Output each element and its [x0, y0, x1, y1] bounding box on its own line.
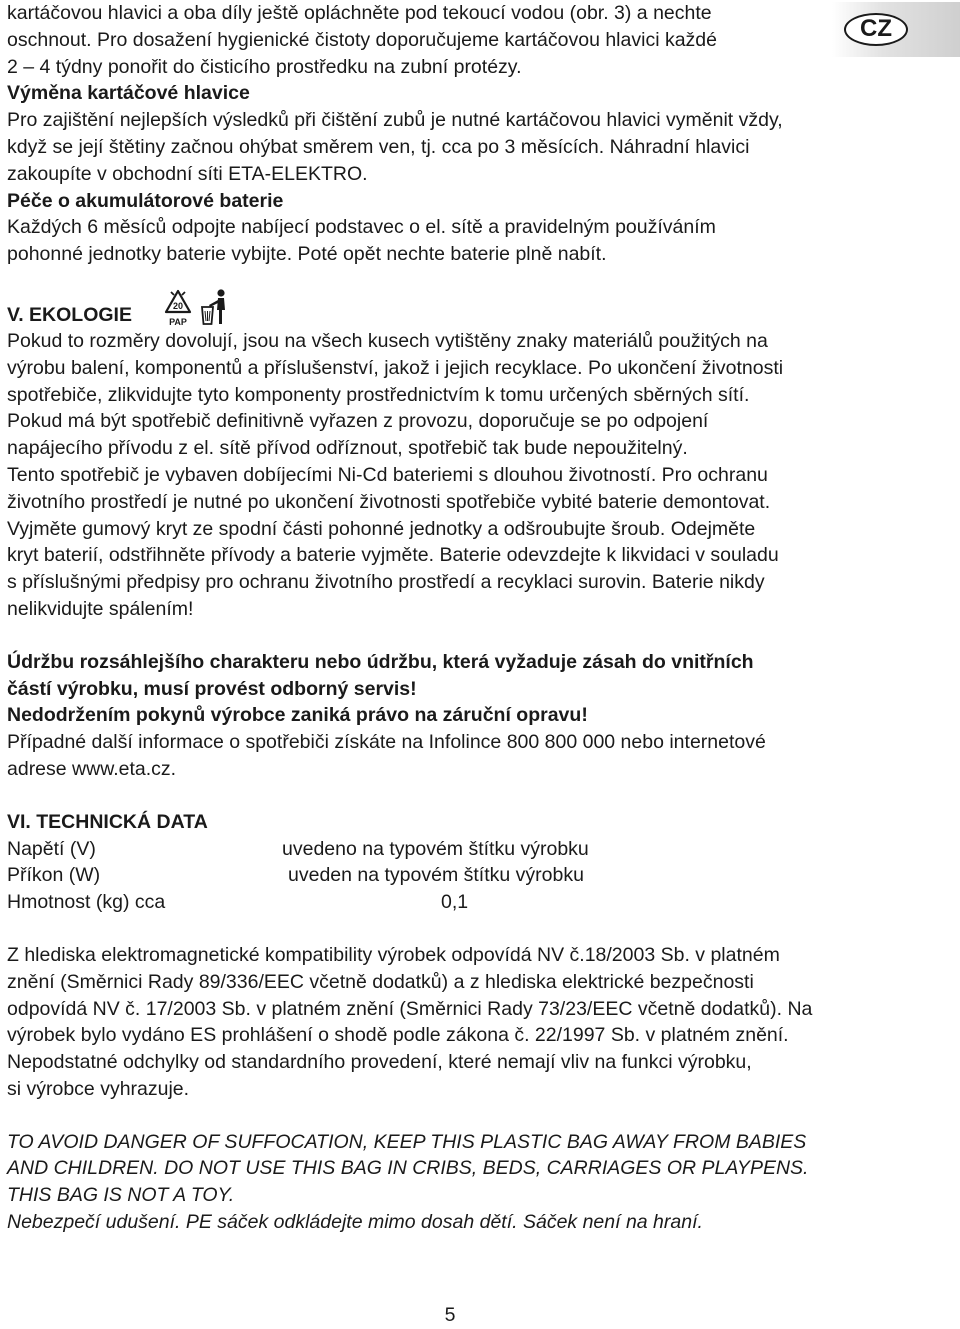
text-line: si výrobce vyhrazuje.: [7, 1077, 190, 1100]
spec-label: Příkon (W): [7, 864, 101, 887]
battery-care-section: [7, 188, 947, 268]
text-line: oschnout. Pro dosažení hygienické čistoty doporučujeme kartáčovou hlavici každé: [7, 28, 717, 51]
warning-line: TO AVOID DANGER OF SUFFOCATION, KEEP THIS PLASTIC BAG AWAY FROM BABIES: [7, 1130, 807, 1153]
language-badge-label: CZ: [844, 13, 908, 46]
ecology-heading-row: [7, 284, 947, 328]
spec-value: uveden na typovém štítku výrobku: [288, 864, 584, 887]
text-line: Pokud má být spotřebič definitivně vyřazen z provozu, doporučuje se po odpojení: [7, 410, 709, 433]
text-line: pohonné jednotky baterie vybijte. Poté opět nechte baterie plně nabít.: [7, 243, 607, 266]
section-heading: Výměna kartáčové hlavice: [7, 82, 250, 105]
section-heading: V. EKOLOGIE: [7, 303, 132, 326]
service-notice-line: částí výrobku, musí provést odborný servis!: [7, 677, 417, 700]
text-line: s příslušnými předpisy pro ochranu životního prostředí a recyklaci surovin. Baterie nikdy: [7, 571, 765, 594]
tech-data-table: [7, 836, 947, 916]
text-line: Případné další informace o spotřebiči získáte na Infolince 800 800 000 nebo internetové: [7, 731, 766, 754]
compliance-section: [7, 942, 947, 1103]
text-line: Tento spotřebič je vybaven dobíjecími Ni-Cd bateriemi s dlouhou životností. Pro ochranu: [7, 463, 768, 486]
text-line: Pro zajištění nejlepších výsledků při čištění zubů je nutné kartáčovou hlavici vyměnit vždy,: [7, 109, 783, 132]
text-line: zakoupíte v obchodní síti ETA-ELEKTRO.: [7, 162, 368, 185]
warning-line: AND CHILDREN. DO NOT USE THIS BAG IN CRIBS, BEDS, CARRIAGES OR PLAYPENS.: [7, 1157, 809, 1180]
brush-head-section: [7, 80, 947, 187]
tech-data-section: [7, 809, 947, 916]
ecology-section: [7, 284, 947, 623]
text-line: životního prostředí je nutné po ukončení životnosti spotřebiče vybité baterie demontovat.: [7, 490, 771, 513]
spec-value: 0,1: [441, 891, 469, 914]
text-line: kryt baterií, odstřihněte přívody a baterie vyjměte. Baterie odevzdejte k likvidaci v souladu: [7, 544, 779, 567]
recycle-pap-icon: [160, 288, 196, 328]
text-line: výrobek bylo vydáno ES prohlášení o shodě podle zákona č. 22/1997 Sb. v platném znění.: [7, 1024, 789, 1047]
text-line: Nepodstatné odchylky od standardního provedení, které nemají vliv na funkci výrobku,: [7, 1051, 752, 1074]
text-line: 2 – 4 týdny ponořit do čisticího prostředku na zubní protézy.: [7, 55, 522, 78]
spec-label: Napětí (V): [7, 837, 96, 860]
text-line: spotřebiče, zlikvidujte tyto komponenty prostřednictvím k tomu určených sběrných sítí.: [7, 383, 750, 406]
text-line: Z hlediska elektromagnetické kompatibility výrobek odpovídá NV č.18/2003 Sb. v platném: [7, 943, 780, 966]
text-line: Každých 6 měsíců odpojte nabíjecí podstavec o el. sítě a pravidelným používáním: [7, 216, 716, 239]
text-line: Pokud to rozměry dovolují, jsou na všech kusech vytištěny znaky materiálů použitých na: [7, 329, 768, 352]
text-line: znění (Směrnici Rady 89/336/EEC včetně dodatků) a z hlediska elektrické bezpečnosti: [7, 970, 754, 993]
spec-label: Hmotnost (kg) cca: [7, 891, 166, 914]
text-line: nelikvidujte spálením!: [7, 597, 194, 620]
warning-line: Nebezpečí udušení. PE sáček odkládejte mimo dosah dětí. Sáček není na hraní.: [7, 1211, 703, 1234]
ecology-icons: [160, 288, 230, 328]
intro-paragraph: [7, 0, 947, 80]
service-section: [7, 649, 947, 783]
warning-line: THIS BAG IS NOT A TOY.: [7, 1184, 235, 1207]
section-heading: VI. TECHNICKÁ DATA: [7, 810, 208, 833]
plastic-bag-warning: [7, 1129, 947, 1236]
text-line: kartáčovou hlavici a oba díly ještě opláchněte pod tekoucí vodou (obr. 3) a nechte: [7, 2, 712, 24]
tidy-man-bin-icon: [200, 288, 230, 328]
page-number: 5: [444, 1304, 456, 1326]
service-notice-line: Údržbu rozsáhlejšího charakteru nebo údržbu, která vyžaduje zásah do vnitřních: [7, 650, 754, 673]
recycle-code: PAP: [169, 316, 187, 327]
spec-value: uvedeno na typovém štítku výrobku: [282, 837, 589, 860]
text-line: když se její štětiny začnou ohýbat směrem ven, tj. cca po 3 měsících. Náhradní hlavici: [7, 135, 750, 158]
text-line: výrobu balení, komponentů a příslušenství, jakož i jejich recyklace. Po ukončení životnosti: [7, 356, 784, 379]
section-heading: Péče o akumulátorové baterie: [7, 189, 284, 212]
warranty-notice-line: Nedodržením pokynů výrobce zaniká právo na záruční opravu!: [7, 704, 588, 727]
recycle-number: 20: [172, 300, 183, 311]
text-line: adrese www.eta.cz.: [7, 757, 177, 780]
text-line: napájecího přívodu z el. sítě přívod odříznout, spotřebič tak bude nepoužitelný.: [7, 437, 688, 460]
document-page: [7, 0, 947, 1236]
text-line: odpovídá NV č. 17/2003 Sb. v platném znění (Směrnici Rady 73/23/EEC včetně dodatků). Na: [7, 997, 813, 1020]
text-line: Vyjměte gumový kryt ze spodní části pohonné jednotky a odšroubujte šroub. Odejměte: [7, 517, 756, 540]
